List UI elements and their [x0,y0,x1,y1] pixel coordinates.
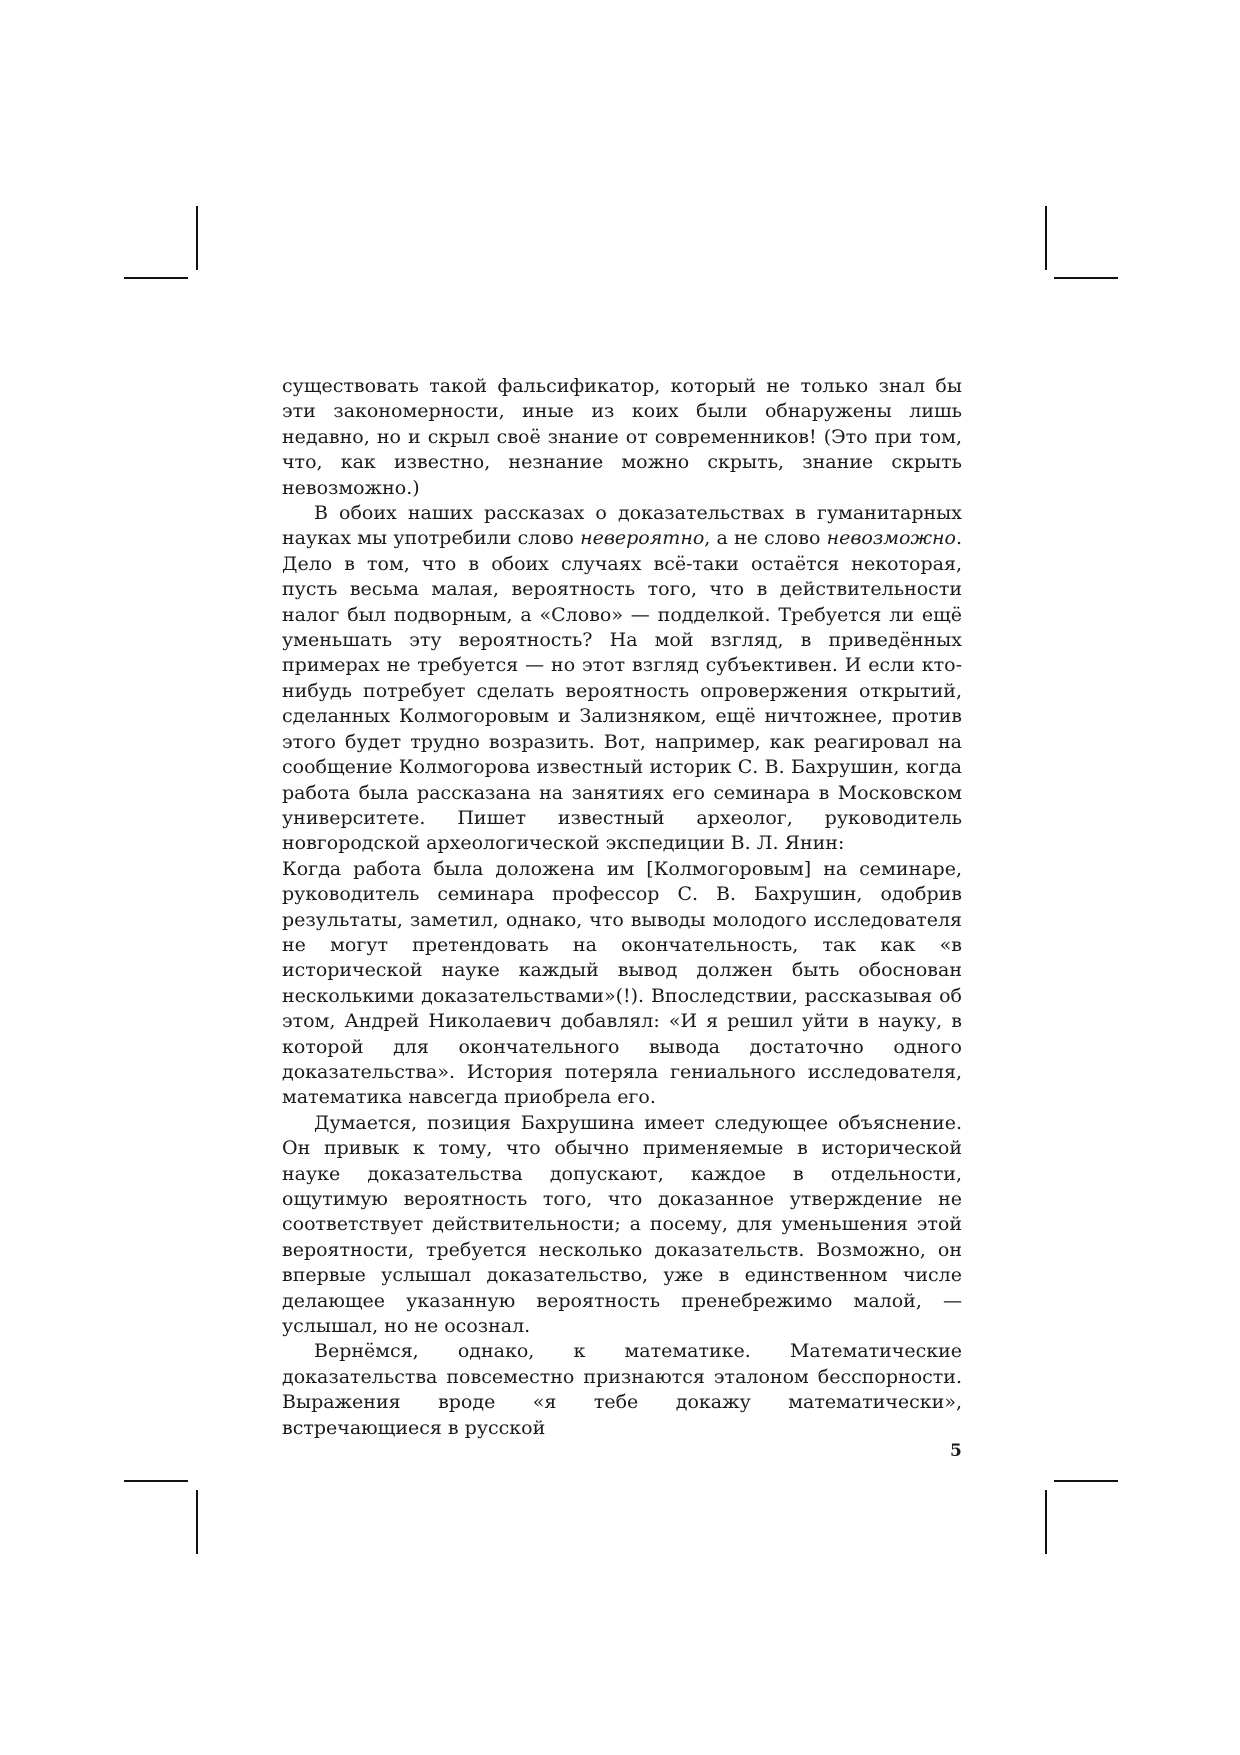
italic-word-improbable: невероятно [580,527,705,550]
crop-mark-top-left-vertical [196,206,198,270]
paragraph-return-to-math: Вернёмся, однако, к математике. Математические доказательства повсеместно признаются эталоном бесспорности. Выражения вроде «я тебе докажу математически», встречающиеся в русской [282,1340,962,1439]
paragraph-text-end: . Дело в том, что в обоих случаях всё-таки остаётся некоторая, пусть весьма малая, вероятность того, что в действительности налог был подворным, а «Слово» — подделкой. Требуется ли ещё уменьшать эту вероятность? На мой взгляд, в приведённых примерах не требуется — но этот взгляд субъективен. И если кто-нибудь потребует сделать вероятность опровержения открытий, сделанных Колмогоровым и Зализняком, ещё ничтожнее, против этого будет трудно возразить. Вот, например, как реагировал на сообщение Колмогорова известный историк С. В. Бахрушин, когда работа была рассказана на занятиях его семинара в Московском университете. Пишет известный археолог, руководитель новгородской археологической экспедиции В. Л. Янин: [282,527,963,855]
crop-mark-bottom-right-horizontal [1054,1480,1118,1482]
body-text [282,374,962,1441]
crop-mark-top-left-horizontal [124,277,188,279]
page-number: 5 [950,1441,962,1461]
crop-mark-bottom-left-vertical [196,1490,198,1554]
paragraph-proof-probability [282,501,962,857]
crop-mark-bottom-left-horizontal [124,1480,188,1482]
block-quote-yanin: Когда работа была доложена им [Колмогоровым] на семинаре, руководитель семинара профессор С. В. Бахрушин, одобрив результаты, заметил, однако, что выводы молодого исследователя не могут претендовать на окончательность, так как «в исторической науке каждый вывод должен быть обоснован несколькими доказательствами»(!). Впоследствии, рассказывая об этом, Андрей Николаевич добавлял: «И я решил уйти в науку, в которой для окончательного вывода достаточно одного доказательства». История потеряла гениального исследователя, математика навсегда приобрела его. [282,857,962,1109]
paragraph-text-middle: , а не слово [704,527,827,550]
paragraph-text-start: В обоих наших рассказах о доказательствах в гуманитарных науках мы употребили слово [282,502,962,550]
crop-mark-top-right-vertical [1045,206,1047,270]
italic-word-impossible: невозможно [826,527,956,550]
crop-mark-bottom-right-vertical [1045,1490,1047,1554]
crop-mark-top-right-horizontal [1054,277,1118,279]
paragraph-bakhrushin-position: Думается, позиция Бахрушина имеет следующее объяснение. Он привык к тому, что обычно применяемые в исторической науке доказательства допускают, каждое в отдельности, ощутимую вероятность того, что доказанное утверждение не соответствует действительности; а посему, для уменьшения этой вероятности, требуется несколько доказательств. Возможно, он впервые услышал доказательство, уже в единственном числе делающее указанную вероятность пренебрежимо малой, — услышал, но не осознал. [282,1111,962,1338]
paragraph-continuation: существовать такой фальсификатор, который не только знал бы эти закономерности, иные из коих были обнаружены лишь недавно, но и скрыл своё знание от современников! (Это при том, что, как известно, незнание можно скрыть, знание скрыть невозможно.) [282,375,962,499]
